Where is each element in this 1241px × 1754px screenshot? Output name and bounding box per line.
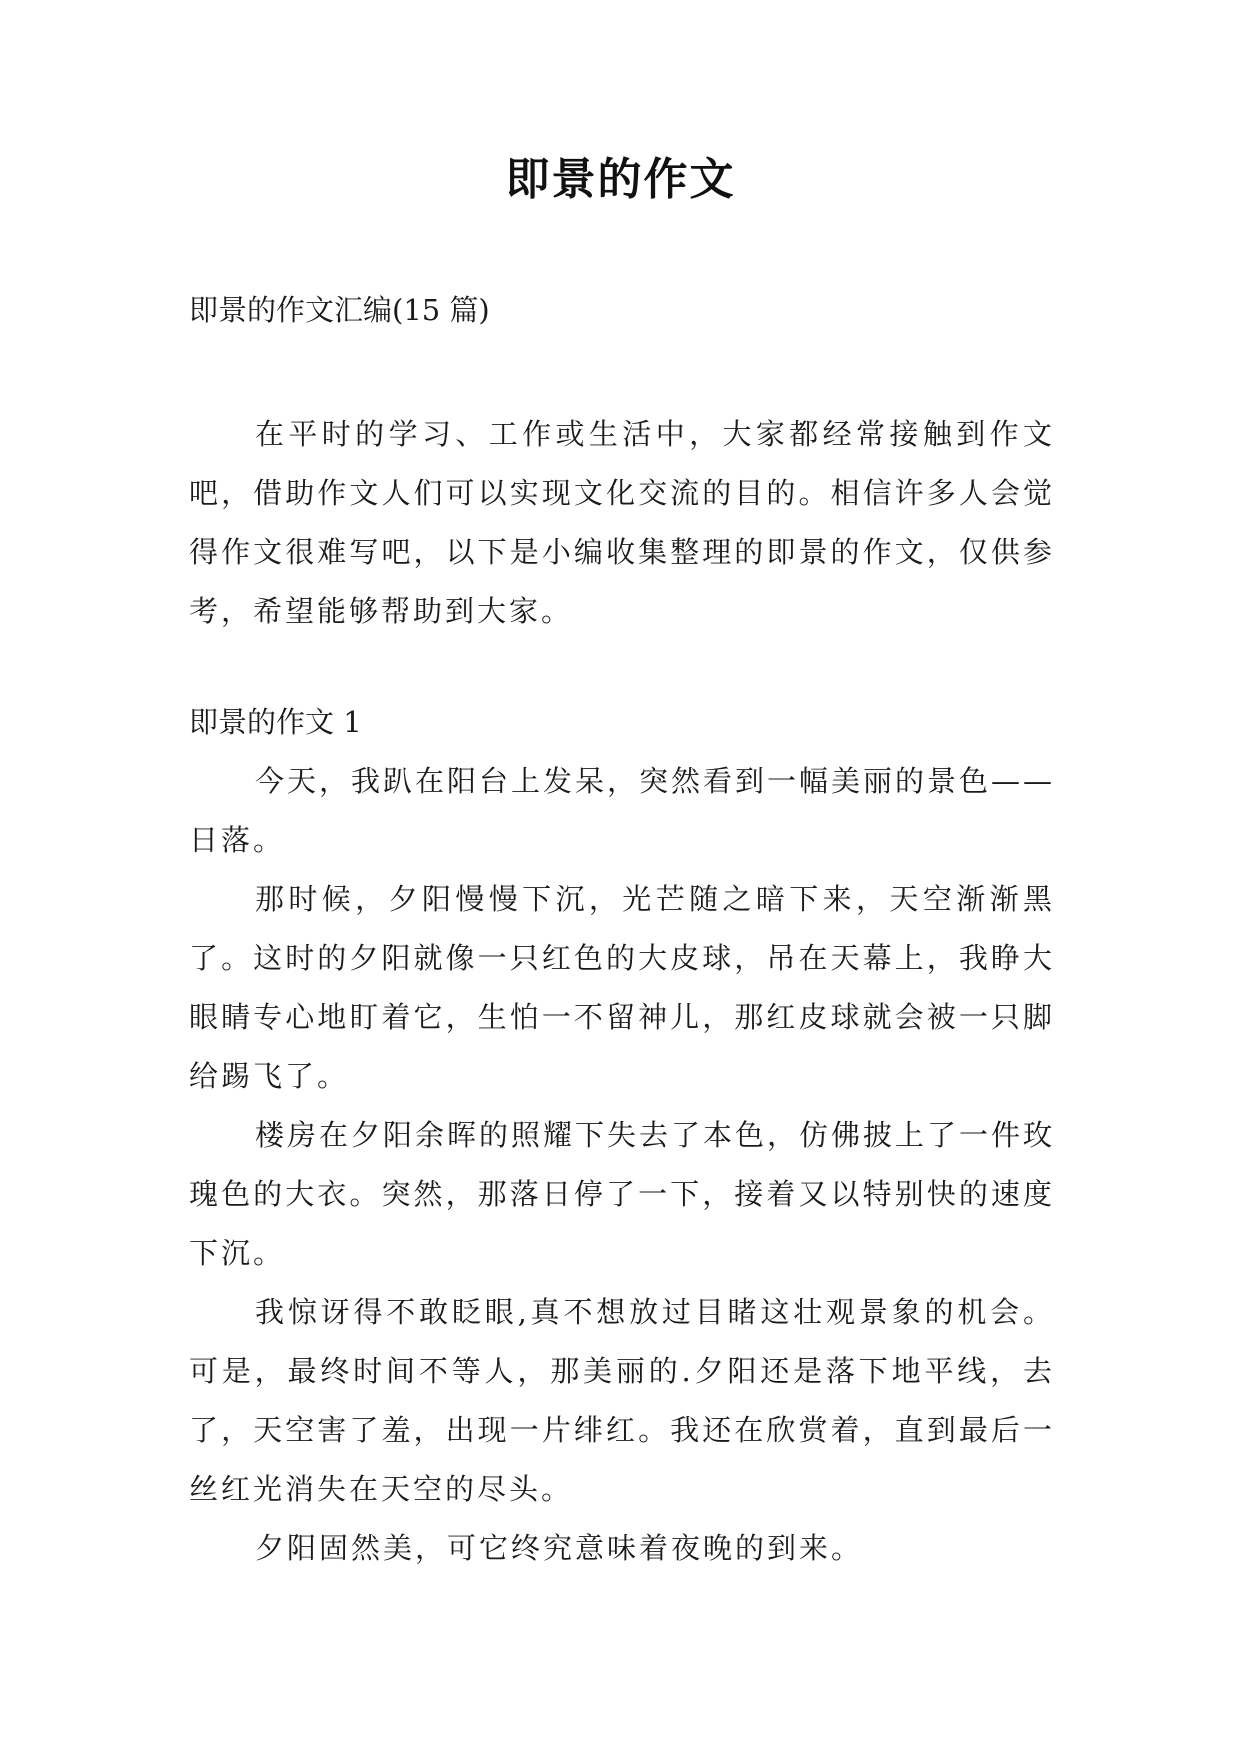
body-paragraph: 今天，我趴在阳台上发呆，突然看到一幅美丽的景色——日落。 — [189, 764, 1056, 857]
document-subtitle: 即景的作文汇编(15 篇) — [189, 293, 490, 327]
body-paragraph: 我惊讶得不敢眨眼,真不想放过目睹这壮观景象的机会。可是，最终时间不等人，那美丽的.夕阳还是落下地平线，去了，天空害了羞，出现一片绯红。我还在欣赏着，直到最后一丝红光消失在天空的尽头。 — [189, 1295, 1055, 1506]
section-body — [189, 752, 1055, 1578]
body-paragraph: 楼房在夕阳余晖的照耀下失去了本色，仿佛披上了一件玫瑰色的大衣。突然，那落日停了一下，接着又以特别快的速度下沉。 — [189, 1118, 1056, 1270]
intro-paragraph: 在平时的学习、工作或生活中，大家都经常接触到作文吧，借助作文人们可以实现文化交流的目的。相信许多人会觉得作文很难写吧，以下是小编收集整理的即景的作文，仅供参考，希望能够帮助到大家。 — [189, 417, 1055, 628]
body-paragraph: 那时候，夕阳慢慢下沉，光芒随之暗下来，天空渐渐黑了。这时的夕阳就像一只红色的大皮球，吊在天幕上，我睁大眼睛专心地盯着它，生怕一不留神儿，那红皮球就会被一只脚给踢飞了。 — [189, 882, 1055, 1093]
section-heading: 即景的作文 1 — [189, 705, 362, 739]
intro-block — [189, 405, 1055, 641]
document-title: 即景的作文 — [505, 154, 736, 205]
body-paragraph: 夕阳固然美，可它终究意味着夜晚的到来。 — [255, 1531, 864, 1565]
